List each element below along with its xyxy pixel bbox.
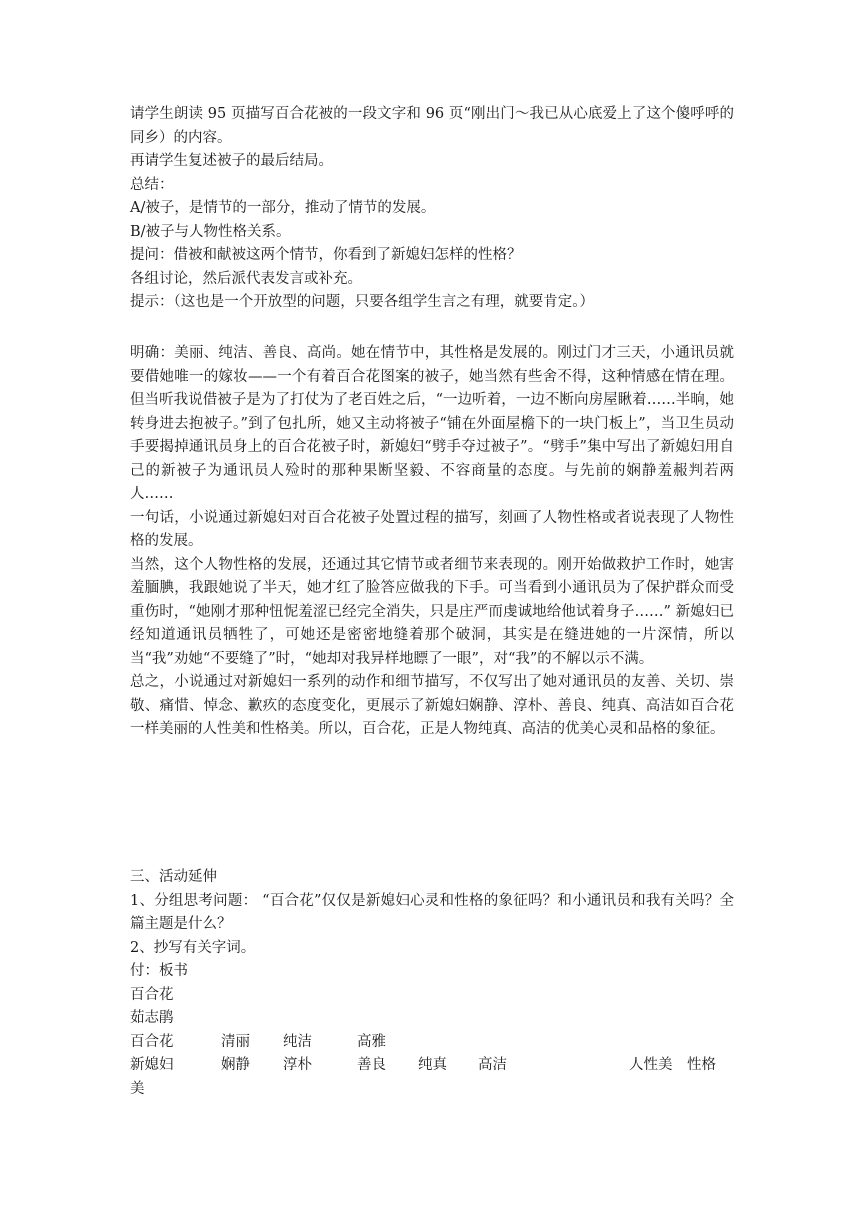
intro-line: B/被子与人物性格关系。 bbox=[130, 223, 291, 240]
intro-line: 提问：借被和献被这两个情节，你看到了新媳妇怎样的性格？ bbox=[130, 247, 522, 263]
board-cell: 高洁 bbox=[478, 1057, 507, 1073]
analysis-paragraph: 一句话，小说通过新媳妇对百合花被子处置过程的描写，刻画了人物性格或者说表现了人物性格的发展。 bbox=[130, 509, 734, 549]
board-label: 付：板书 bbox=[130, 963, 188, 979]
board-cell: 善良 bbox=[357, 1057, 386, 1073]
board-cell: 娴静 bbox=[221, 1057, 250, 1073]
intro-line: 再请学生复述被子的最后结局。 bbox=[130, 153, 333, 169]
board-title: 百合花 bbox=[130, 986, 174, 1003]
analysis-section bbox=[130, 342, 734, 742]
section-heading: 三、活动延伸 bbox=[130, 869, 217, 885]
extension-section bbox=[130, 866, 734, 1101]
analysis-paragraph: 明确：美丽、纯洁、善良、高尚。她在情节中，其性格是发展的。刚过门才三天，小通讯员就要借她唯一的嫁妆——一个有着百合花图案的被子，她当然有些舍不得，这种情感在情在理。但当听我说借被子是为了打仗为了老百姓之后，“一边听着，一边不断向房屋瞅着……半晌，她转身进去抱被子。”到了包扎所，她又主动将被子“铺在外面屋檐下的一块门板上”，当卫生员动手要揭掉通讯员身上的百合花被子时，新媳妇“劈手夺过被子”。“劈手”集中写出了新媳妇用自己的新被子为通讯员人殓时的那种果断坚毅、不容商量的态度。与先前的娴静羞赧判若两人…… bbox=[130, 345, 734, 502]
intro-line: 提示：（这也是一个开放型的问题，只要各组学生言之有理，就要肯定。） bbox=[130, 294, 594, 310]
board-cell: 性格 bbox=[687, 1057, 716, 1073]
board-row bbox=[130, 1054, 734, 1078]
board-row-wrap: 美 bbox=[130, 1080, 145, 1097]
intro-line: 总结： bbox=[130, 176, 174, 193]
analysis-paragraph: 总之，小说通过对新媳妇一系列的动作和细节描写，不仅写出了她对通讯员的友善、关切、崇敬、痛惜、悼念、歉疚的态度变化，更展示了新媳妇娴静、淳朴、善良、纯真、高洁如百合花一样美丽的人性美和性格美。所以，百合花，正是人物纯真、高洁的优美心灵和品格的象征。 bbox=[130, 674, 734, 737]
board-cell: 纯真 bbox=[418, 1057, 447, 1073]
intro-section bbox=[130, 103, 734, 315]
intro-line: 请学生朗读 95 页描写百合花被的一段文字和 96 页“刚出门～我已从心底爱上了这个傻呼呼的同乡）的内容。 bbox=[130, 106, 734, 146]
board-cell: 人性美 bbox=[629, 1057, 673, 1073]
intro-line: A/被子，是情节的一部分，推动了情节的发展。 bbox=[130, 200, 436, 216]
board-cell: 百合花 bbox=[130, 1033, 174, 1050]
board-author: 茹志鹃 bbox=[130, 1010, 174, 1026]
board-cell: 高雅 bbox=[357, 1033, 386, 1050]
board-cell: 纯洁 bbox=[283, 1033, 312, 1050]
analysis-paragraph: 当然，这个人物性格的发展，还通过其它情节或者细节来表现的。刚开始做救护工作时，她害羞腼腆，我跟她说了半天，她才红了脸答应做我的下手。可当看到小通讯员为了保护群众而受重伤时，“她刚才那种忸怩羞涩已经完全消失，只是庄严而虔诚地给他试着身子……” 新媳妇已经知道通讯员牺牲了，可她还是密密地缝着那个破洞，其实是在缝进她的一片深情，所以当“我”劝她“不要缝了”时，“她却对我异样地瞟了一眼”，对“我”的不解以示不满。 bbox=[130, 556, 734, 667]
board-row bbox=[130, 1031, 734, 1055]
board-cell: 清丽 bbox=[221, 1033, 250, 1050]
board-cell: 新媳妇 bbox=[130, 1057, 174, 1073]
discussion-question: 1、分组思考问题： “百合花”仅仅是新媳妇心灵和性格的象征吗？和小通讯员和我有关吗？全篇主题是什么？ bbox=[130, 892, 734, 932]
intro-line: 各组讨论，然后派代表发言或补充。 bbox=[130, 270, 362, 287]
copy-task: 2、抄写有关字词。 bbox=[130, 939, 256, 956]
board-cell: 淳朴 bbox=[283, 1057, 312, 1073]
